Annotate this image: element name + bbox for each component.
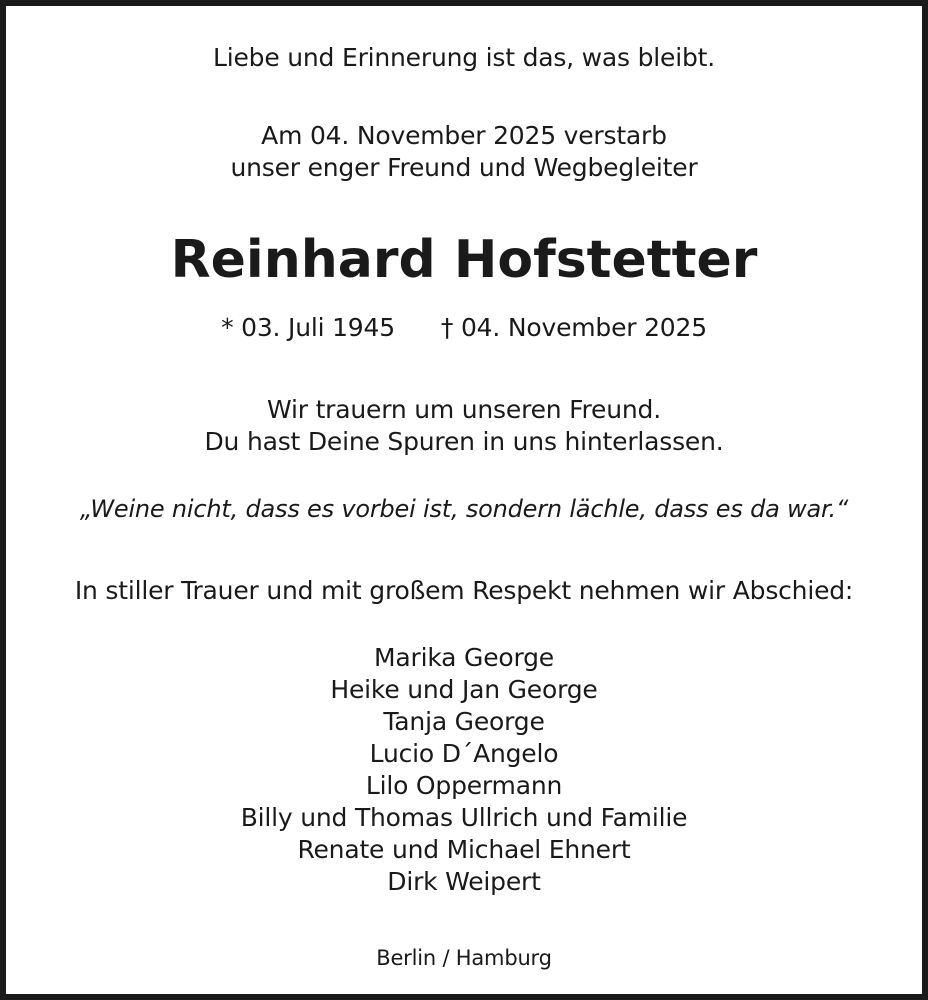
mourner: Heike und Jan George: [330, 675, 598, 704]
deceased-name: Reinhard Hofstetter: [170, 230, 758, 290]
life-dates: [6, 312, 922, 344]
birth-date: * 03. Juli 1945: [221, 313, 395, 342]
mourner: Marika George: [374, 643, 554, 672]
mourning-line-1: Wir trauern um unseren Freund.: [267, 395, 661, 424]
farewell-text: In stiller Trauer und mit großem Respekt nehmen wir Abschied:: [74, 576, 854, 605]
mourner: Renate und Michael Ehnert: [297, 835, 631, 864]
mourner: Billy und Thomas Ullrich und Familie: [240, 803, 688, 832]
place-text: Berlin / Hamburg: [376, 946, 552, 970]
death-date: † 04. November 2025: [440, 313, 707, 342]
announcement-line-2: unser enger Freund und Wegbegleiter: [230, 153, 698, 182]
quote: „Weine nicht, dass es vorbei ist, sondern lächle, dass es da war.“: [79, 495, 849, 523]
mourner: Lilo Oppermann: [365, 771, 563, 800]
mourners-list: [6, 642, 922, 898]
mourner: Tanja George: [383, 707, 545, 736]
mourner: Lucio D´Angelo: [369, 739, 559, 768]
mourning-line-2: Du hast Deine Spuren in uns hinterlassen.: [204, 427, 724, 456]
mourner: Dirk Weipert: [387, 867, 541, 896]
announcement-line-1: Am 04. November 2025 verstarb: [261, 121, 667, 150]
intro-text: Liebe und Erinnerung ist das, was bleibt.: [213, 43, 715, 72]
